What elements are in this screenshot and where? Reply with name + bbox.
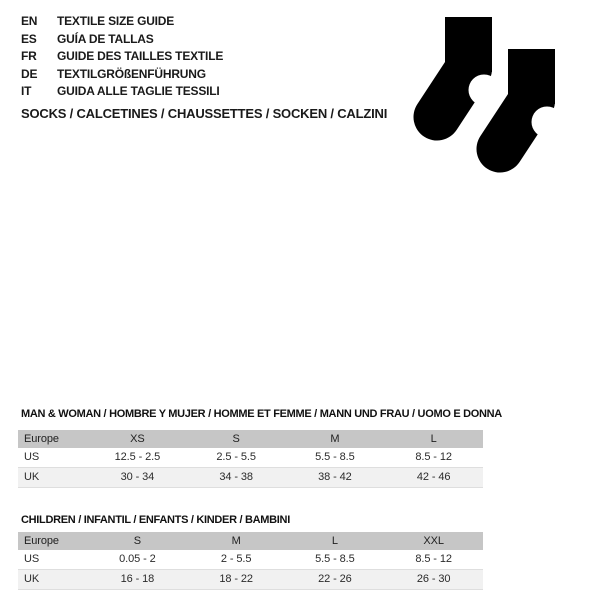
language-label: GUIDE DES TAILLES TEXTILE (57, 49, 224, 64)
size-value: 8.5 - 12 (415, 553, 452, 565)
row-label: UK (24, 471, 40, 483)
language-row-fr (21, 48, 381, 66)
size-value: 8.5 - 12 (415, 451, 452, 463)
column-header-s: S (232, 433, 240, 445)
language-list (21, 13, 381, 101)
size-value: 5.5 - 8.5 (315, 451, 355, 463)
size-value: 2 - 5.5 (220, 553, 252, 565)
table-row-us (18, 448, 483, 468)
table-row-uk (18, 570, 483, 590)
sock-right (500, 49, 556, 149)
row-label: US (24, 451, 40, 463)
sock-left (437, 17, 500, 117)
language-code: DE (21, 66, 38, 81)
language-row-es (21, 31, 381, 49)
column-header-xs: XS (130, 433, 145, 445)
language-code: ES (21, 31, 37, 46)
size-value: 38 - 42 (318, 471, 352, 483)
size-value: 34 - 38 (219, 471, 253, 483)
language-row-it (21, 83, 381, 101)
language-label: TEXTILE SIZE GUIDE (57, 14, 175, 28)
column-header-m: M (330, 433, 340, 445)
row-label: UK (24, 573, 40, 585)
children-size-table (18, 532, 483, 590)
table-header-row (18, 430, 483, 448)
column-header-s: S (133, 535, 141, 547)
category-title: SOCKS / CALCETINES / CHAUSSETTES / SOCKEN / CALZINI (21, 106, 388, 121)
adult-table-title: MAN & WOMAN / HOMBRE Y MUJER / HOMME ET FEMME / MANN UND FRAU / UOMO E DONNA (21, 408, 502, 420)
row-label: US (24, 553, 40, 565)
size-value: 2.5 - 5.5 (216, 451, 256, 463)
size-value: 26 - 30 (416, 573, 451, 585)
column-header-m: M (231, 535, 241, 547)
table-row-uk (18, 468, 483, 488)
column-header-xxl: XXL (423, 535, 444, 547)
language-code: EN (21, 14, 38, 28)
size-value: 42 - 46 (416, 471, 451, 483)
language-label: GUÍA DE TALLAS (57, 31, 154, 46)
language-label: GUIDA ALLE TAGLIE TESSILI (57, 84, 220, 99)
table-row-us (18, 550, 483, 570)
column-header-l: L (331, 535, 338, 547)
size-value: 12.5 - 2.5 (114, 451, 161, 463)
language-code: IT (21, 84, 32, 99)
column-header-region: Europe (24, 433, 59, 445)
language-label: TEXTILGRÖßENFÜHRUNG (57, 66, 206, 81)
size-value: 0.05 - 2 (119, 553, 156, 565)
language-row-en (21, 13, 381, 31)
adult-size-table (18, 430, 483, 488)
size-value: 18 - 22 (219, 573, 253, 585)
socks-icon (413, 17, 556, 175)
size-value: 16 - 18 (120, 573, 155, 585)
table-header-row (18, 532, 483, 550)
language-row-de (21, 66, 381, 84)
column-header-l: L (430, 433, 437, 445)
children-table-title: CHILDREN / INFANTIL / ENFANTS / KINDER / BAMBINI (21, 514, 290, 526)
size-value: 30 - 34 (120, 471, 155, 483)
size-value: 22 - 26 (318, 573, 352, 585)
column-header-region: Europe (24, 535, 59, 547)
size-value: 5.5 - 8.5 (315, 553, 355, 565)
language-code: FR (21, 49, 37, 64)
